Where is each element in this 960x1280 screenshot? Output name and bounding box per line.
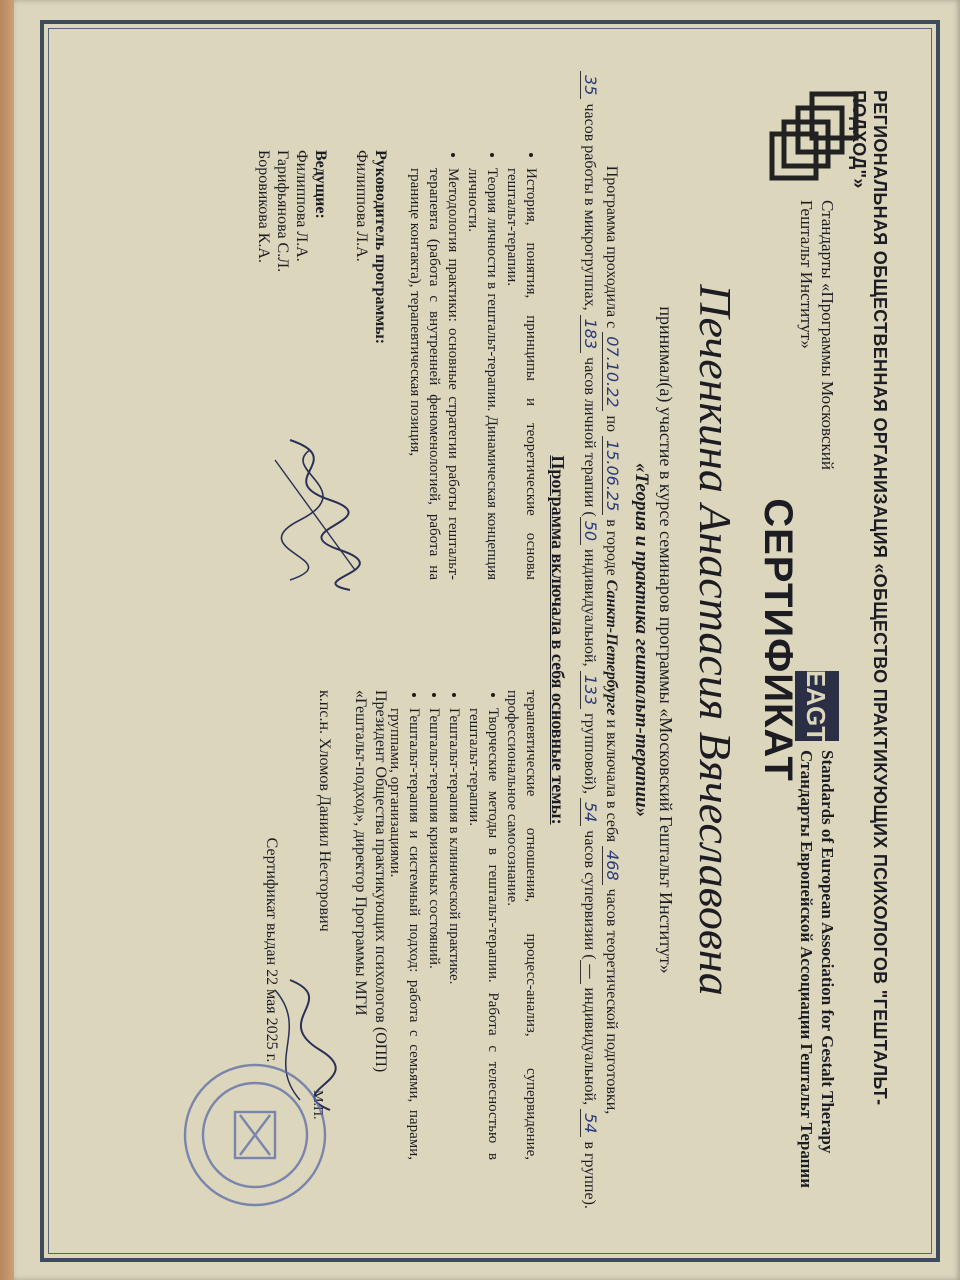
eagt-standards — [796, 750, 838, 1220]
leader-name: Филиппова Л.А. — [293, 150, 310, 262]
course-name: «Теория и практика гештальт-терапии» — [631, 463, 652, 817]
date-to: 15.06.25 — [602, 436, 622, 515]
certificate-content — [70, 50, 890, 1230]
topic-item: • Творческие методы в гештальт-терапии. Работа с телесностью в гештальт-терапии. — [464, 708, 502, 1160]
personal-mid: часов личной терапии ( — [581, 357, 598, 517]
recipient-name: Печенкина Анастасия Вячеславовна — [690, 284, 741, 996]
individual-hours: 50 — [580, 517, 600, 545]
supervision-mid: часов супервизии ( — [581, 830, 598, 960]
program-prefix: Программа проходила с — [603, 165, 620, 329]
group-suffix: групповой), — [581, 713, 598, 794]
topic-item: • История, понятия, принципы и теоретические основы гештальт-терапии. — [502, 168, 540, 580]
supervision-group: 54 — [580, 1109, 600, 1137]
topic-item: • Гештальт-терапия кризисных состояний. — [424, 708, 443, 1160]
program-in-city: в городе — [603, 519, 620, 576]
program-by: по — [603, 415, 620, 433]
head-name: Филиппова Л.А. — [353, 150, 370, 262]
supervision-individual: — — [580, 960, 600, 984]
topics-left-column — [404, 150, 540, 580]
program-leadership — [254, 150, 390, 450]
city: Санкт-Петербурге — [603, 579, 620, 716]
topic-item: • Гештальт-терапия и системный подход: работа с семьями, парами, группами, организациями. — [385, 708, 423, 1160]
leaders-label: Ведущие: — [312, 150, 329, 219]
group-hours: 133 — [580, 671, 600, 710]
eagt-logo-icon — [794, 670, 840, 742]
president-line2: «Гештальт-подход», директор Программы МГИ — [352, 690, 369, 1016]
personal-hours: 183 — [580, 315, 600, 354]
certificate-title: СЕРТИФИКАТ — [756, 498, 800, 782]
eagt-standards-line2: Стандарты Европейской Ассоциации Гештальт Терапии — [797, 750, 816, 1189]
supervision-group-suffix: в группе). — [581, 1141, 598, 1209]
supervision-individual-suffix: индивидуальной, — [581, 987, 598, 1106]
eagt-logo-text: EAGT — [801, 670, 831, 742]
president-line1: Президент Общества практикующих психологов (ОПП) — [372, 690, 389, 1073]
eagt-standards-line1: Standards of European Association for Gestalt Therapy — [818, 750, 837, 1154]
theory-suffix: часов теоретической подготовки, — [603, 888, 620, 1115]
leader-name: Гарифьянова С.Л. — [274, 150, 291, 273]
topics-right-column — [384, 690, 540, 1160]
leaders-signature-icon — [260, 430, 370, 600]
individual-suffix: индивидуальной, — [581, 549, 598, 667]
program-details-line1 — [602, 50, 622, 1230]
leader-name: Боровикова К.А. — [255, 150, 272, 263]
organization-title: РЕГИОНАЛЬНАЯ ОБЩЕСТВЕННАЯ ОРГАНИЗАЦИЯ «ОБЩЕСТВО ПРАКТИКУЮЩИХ ПСИХОЛОГОВ "ГЕШТАЛЬТ-ПОДХОД"» — [849, 90, 890, 1106]
topic-item: • Теория личности в гештальт-терапии. Динамическая концепция личности. — [463, 168, 501, 580]
supervision-hours: 54 — [580, 798, 600, 826]
mgi-standards — [796, 200, 838, 500]
topics-heading: Программа включала в себя основные темы: — [548, 455, 568, 825]
participation-text: принимал(а) участие в курсе семинаров программы «Московский Гештальт Институт» — [656, 306, 676, 974]
issue-date: Сертификат выдан 22 мая 2025 г. — [263, 837, 280, 1063]
micro-hours: 35 — [580, 71, 600, 99]
micro-suffix: часов работы в микрогруппах, — [581, 103, 598, 311]
theory-hours: 468 — [602, 846, 622, 885]
topic-item: • Методология практики: основные стратегии работы гештальт-терапевта (работа с внутренней феноменологией, работа на границе контакта), терапевтическая позиция, — [405, 168, 462, 580]
mgi-standards-line2: Гештальт Институт» — [797, 200, 816, 349]
organization-stamp-icon — [180, 1060, 330, 1210]
mgi-standards-line1: Стандарты «Программы Московский — [818, 200, 837, 470]
topic-item: • Гештальт-терапия в клинической практике. — [444, 708, 463, 1160]
president-line3: к.пс.н. Хломов Даниил Несторович — [316, 690, 333, 932]
head-label: Руководитель программы: — [372, 150, 389, 345]
topic-continuation: терапевтические отношения, процесс-анализ, супервидение, профессиональное самосознание. — [504, 690, 539, 1160]
program-details-line2 — [580, 50, 600, 1230]
program-included: и включала в себя — [603, 719, 620, 843]
date-from: 07.10.22 — [602, 332, 622, 411]
seal-place-label: М.П. — [310, 1090, 325, 1120]
